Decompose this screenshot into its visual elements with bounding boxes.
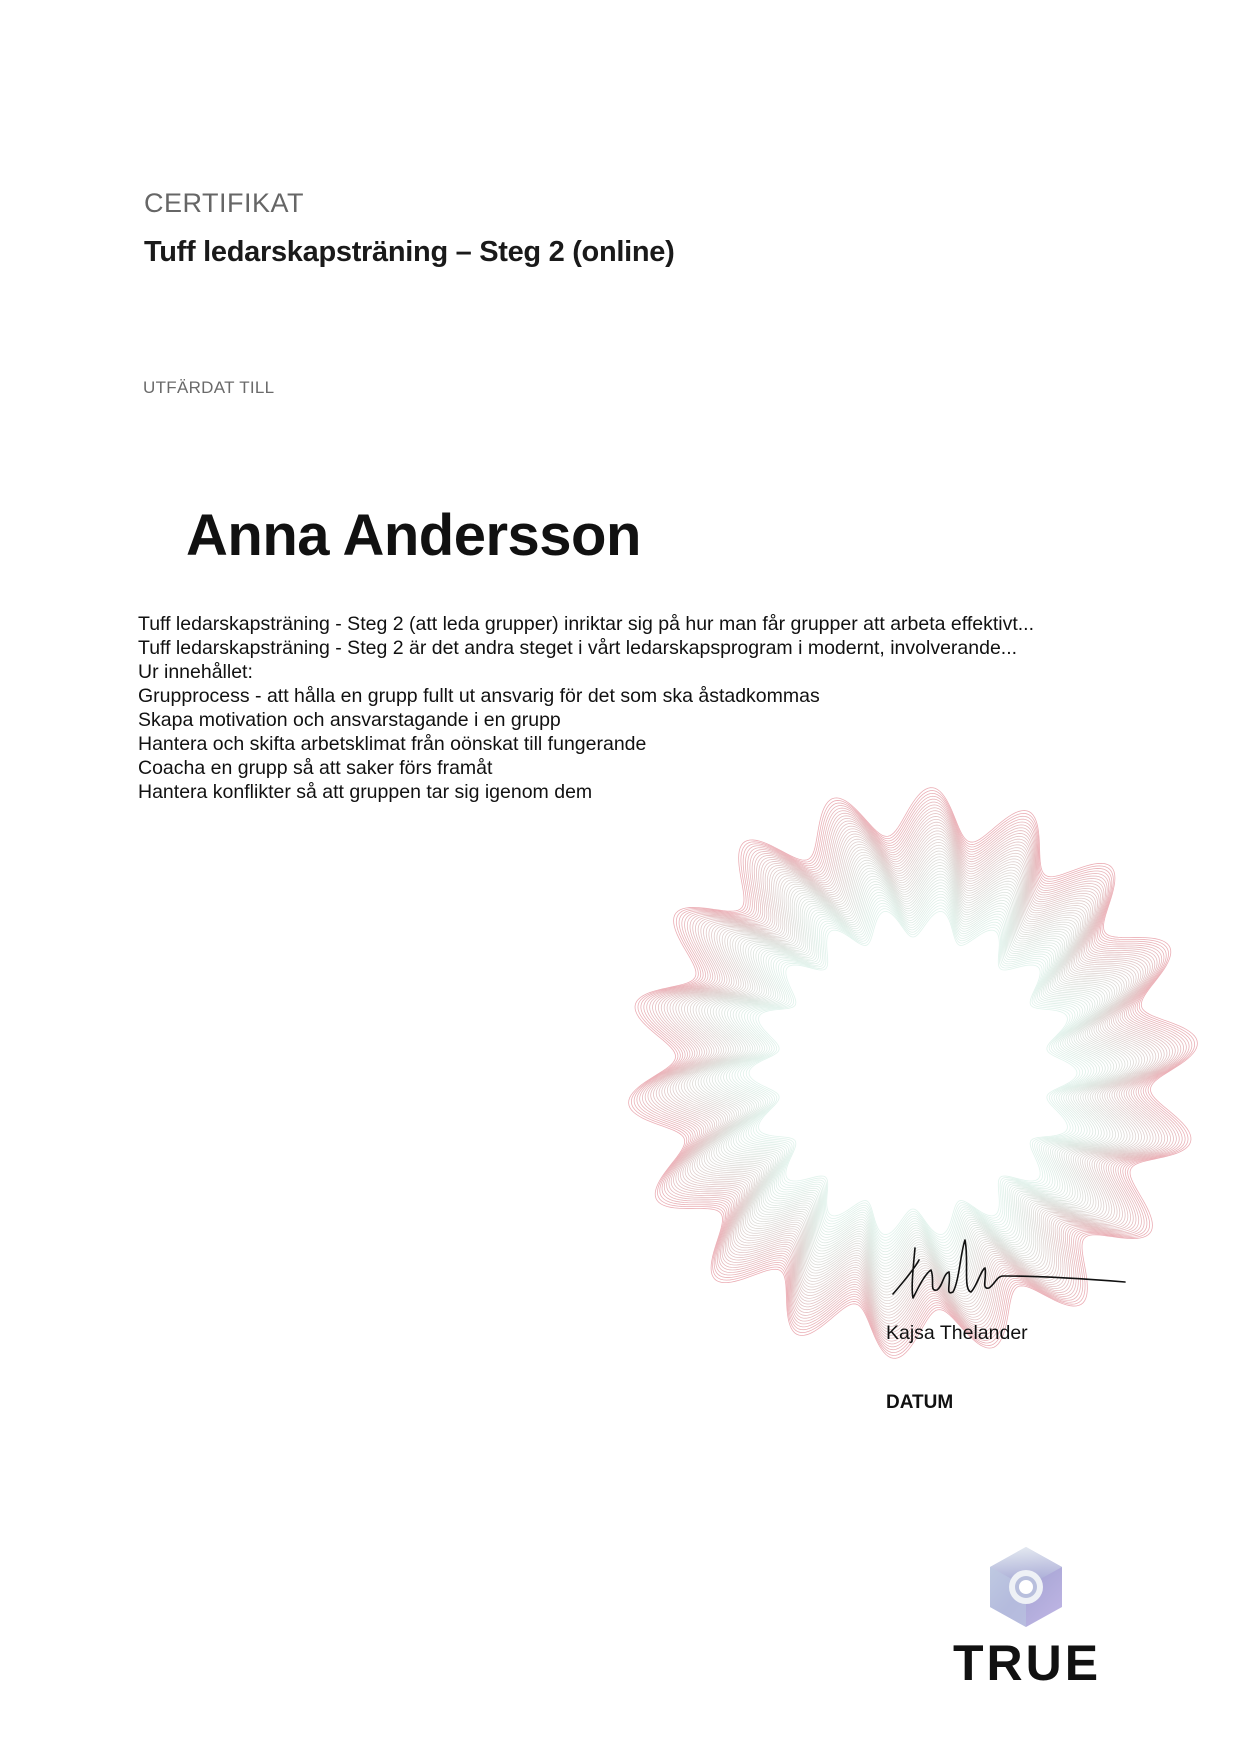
- certificate-kicker: CERTIFIKAT: [144, 188, 305, 218]
- description-line: Hantera och skifta arbetsklimat från oönskat till fungerande: [138, 733, 647, 755]
- rosette-ring: [690, 851, 1137, 1295]
- rosette-ring: [721, 883, 1106, 1264]
- description-line: Skapa motivation och ansvarstagande i en grupp: [138, 709, 561, 731]
- hexagon-cube-logo-icon: [984, 1545, 1068, 1629]
- description-line: Tuff ledarskapsträning - Steg 2 är det andra steget i vårt ledarskapsprogram i modernt, involverande...: [138, 637, 1018, 659]
- issued-to-label: UTFÄRDAT TILL: [143, 378, 275, 397]
- date-label: DATUM: [886, 1392, 954, 1413]
- description-line: Hantera konflikter så att gruppen tar sig igenom dem: [138, 781, 593, 803]
- signer-name: Kajsa Thelander: [886, 1322, 1028, 1344]
- rosette-ring: [698, 860, 1128, 1287]
- recipient-name: Anna Andersson: [186, 503, 641, 568]
- rosette-ring: [701, 863, 1125, 1284]
- brand-logo-text: TRUE: [953, 1635, 1102, 1691]
- description-line: Grupprocess - att hålla en grupp fullt ut ansvarig för det som ska åstadkommas: [138, 685, 820, 707]
- handwritten-signature: [885, 1230, 1130, 1310]
- description-line: Coacha en grupp så att saker förs framåt: [138, 757, 493, 779]
- certificate-title: Tuff ledarskapsträning – Steg 2 (online): [144, 236, 675, 268]
- course-description: [138, 612, 1138, 804]
- description-line: Tuff ledarskapsträning - Steg 2 (att leda grupper) inriktar sig på hur man får grupper att arbeta effektivt...: [138, 613, 1035, 635]
- description-line: Ur innehållet:: [138, 661, 253, 683]
